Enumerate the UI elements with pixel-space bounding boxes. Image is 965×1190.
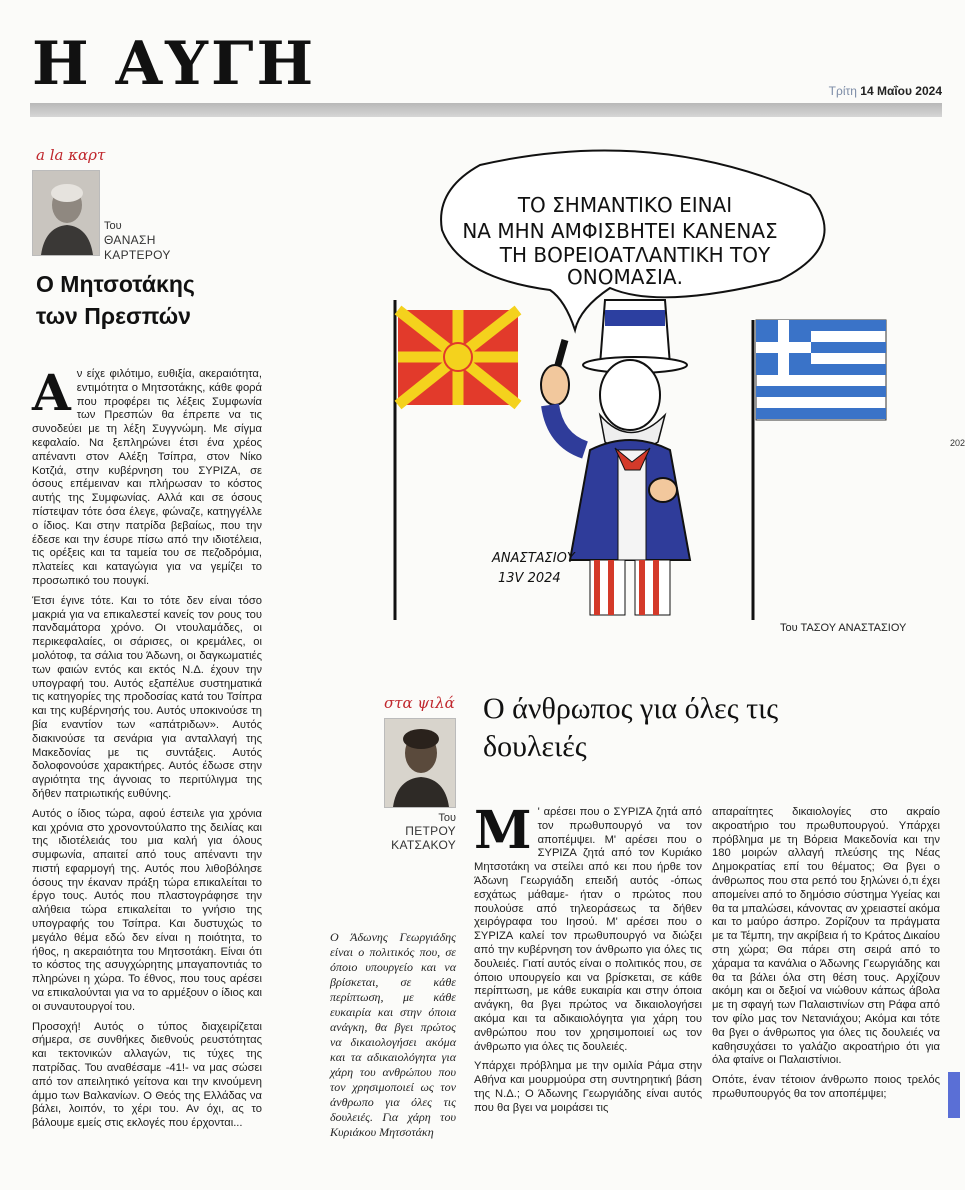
date-full: 14 Μαΐου 2024 [860,84,942,98]
headline-line-1: Ο Μητσοτάκης [36,271,195,297]
article1-paragraph: Προσοχή! Αυτός ο τύπος διαχειρίζεται σήμερα, σε συνθήκες διεθνούς ρευστότητας και τεκτονικών αλλαγών, τις τύχες της πατρίδας. Του αναθέσαμε -41!- να μας σώσει από τον απειλητικό γείτονα και την κινούμενη άμμο των Βαλκανίων. Ο Θεός της Ελλάδας να βάλει, λοιπόν, το χέρι του. Αν όχι, ας το βάλουμε εμείς στις εκλογές που έρχονται... [32,1020,262,1130]
page-marker: 202 [950,438,965,448]
headline-line-2: των Πρεσπών [36,303,191,329]
issue-date [829,84,942,98]
article2-dropcap: Μ [474,800,532,861]
cartoon-credit: Του ΤΑΣΟΥ ΑΝΑΣΤΑΣΙΟΥ [780,622,907,634]
author-portrait-image [33,171,99,255]
masthead: Η ΑΥΓΗ [32,29,317,99]
speech-line: ΤΗ ΒΟΡΕΙΟΑΤΛΑΝΤΙΚΗ ΤΟΥ [499,243,771,267]
article1-headline [36,268,195,332]
author-photo [32,170,100,256]
article2-paragraph: Οπότε, έναν τέτοιον άνθρωπο ποιος τρελός πρωθυπουργός θα τον αποπέμψει; [712,1074,940,1100]
speech-line: ΟΝΟΜΑΣΙΑ. [567,265,683,289]
article2-paragraph: Υπάρχει πρόβλημα με την ομιλία Ράμα στην Αθήνα και μουρμούρα στη συντηρητική βάση της Ν.Δ.; Ο Άδωνης Γεωργιάδης είναι αυτός που θα βγει να μοιράσει τις [474,1060,702,1114]
column-kicker: a la καρτ [36,146,106,164]
pull-quote: Ο Άδωνης Γεωργιάδης είναι ο πολιτικός που, σε όποιο υπουργείο και να βρίσκεται, σε κάθε περίπτωση, με κάθε ευκαιρία και στην όποια ανάγκη, θα βγει πρώτος να δικαιολογήσει ακόμα και τα αδικαιολόγητα για χάρη του ανθρώπου που τον χρησιμοποιεί ως τον άνθρωπο για όλες τις δουλειές. Για χάρη του Κυριάκου Μητσοτάκη [330,930,456,1139]
uncle-sam-figure [541,300,690,615]
article1-dropcap: Α [32,363,71,422]
speech-line: ΤΟ ΣΗΜΑΝΤΙΚΟ ΕΙΝΑΙ [517,193,733,217]
byline-firstname: ΘΑΝΑΣΗ [104,233,156,248]
article1-paragraph: ν είχε φιλότιμο, ευθιξία, ακεραιότητα, εντιμότητα ο Μητσοτάκης, κάθε φορά που προφέρει τις λέξεις Συμφωνία των Πρεσπών θα έπρεπε να τις συνοδεύει με τη λέξη Συγγνώμη. Με σίγμα κεφαλαίο. Να ξεπληρώνει έτσι ένα χρέος απέναντι στον Αλέξη Τσίπρα, στον Νίκο Κοτζιά, στην κυβέρνηση του ΣΥΡΙΖΑ, σε όσους επέμειναν και πλήρωσαν το κόστος αυτής της Συμφωνίας. Αλλά και σε όσους πίστεψαν τότε όσα έλεγε, φώναζε, κατηγγέλλε ο ίδιος. Και στην πατρίδα βεβαίως, που την έδεσε και την έσυρε πίσω από την ιδιοτέλεια, τις ορέξεις και τα ταμεία του σε πεζοδρόμια, πλατείες και καταγώγια για να γεμίζει το προσωπικό του πουγκί. [32,368,262,587]
byline-firstname: ΠΕΤΡΟΥ [405,824,456,838]
article2-paragraph: ' αρέσει που ο ΣΥΡΙΖΑ ζητά από τον πρωθυπουργό να τον αποπέμψει. Μ' αρέσει που ο ΣΥΡΙΖΑ ζητά από τον Κυριάκο Μητσοτάκη να στείλει από κει που ήρθε τον Άδωνη Γεωργιάδη επειδή αυτός -όπως εσχάτως μάθαμε- ήταν ο πρώτος που πουλούσε από τηλεοράσεως τα δήθεν χειρόγραφα του Ιησού. Μ' αρέσει που ο ΣΥΡΙΖΑ καλεί τον πρωθυπουργό να διώξει από την κυβέρνηση τον άνθρωπο για όλες τις δουλειές. Γιατί αυτός είναι ο πολιτικός που, σε όποιο υπουργείο και να βρίσκεται, σε κάθε περίπτωση, με κάθε ευκαιρία και στην όποια ανάγκη, θα βγει πρώτος να δικαιολογήσει ακόμα και τα αδικαιολόγητα για χάρη του ανθρώπου που τον χρησιμοποιεί ως τον άνθρωπο για όλες τις δουλειές. [474,806,702,1053]
editorial-cartoon [380,150,945,620]
article2-paragraph: απαραίτητες δικαιολογίες στο ακραίο ακροατήριο του πρωθυπουργού. Υπάρχει πρόβλημα με τη Βόρεια Μακεδονία και την 180 μοιρών αλλαγή πλεύσης της Νέας Δημοκρατίας επί του θέματος; Θα βγει ο άνθρωπος που στα ρεπό του ξηλώνει ό,τι έχει απομείνει από το δημόσιο σύστημα Υγείας και θα τα μπαλώσει, κάνοντας αν χρειαστεί ακόμα και το μαύρο άσπρο. Ζορίζουν τα πράγματα με τα Τέμπη, την ακρίβεια ή το Κράτος Δικαίου στη χώρα; Θα πάρει στη σειρά από το χάραμα τα κανάλια ο Άδωνης Γεωργιάδης και θα τα βάλει όλα στη θέση τους. Αρχίζουν ακόμη και οι δεξιοί να νιώθουν κάπως άβολα με τη σφαγή των Παλαιστινίων στη Ράφα από τον φίλο μας τον Νετανιάχου; Ακόμα και τότε θα βγει ο άνθρωπος για όλες τις δουλειές να καθησυχάσει το γαλάζιο ακροατήριο ότι για όλα φταίνε οι Παλαιστίνιοι. [712,806,940,1067]
masthead-rule [30,103,942,117]
byline-prefix: Του [104,220,122,232]
article2-byline-name [380,824,456,853]
byline-surname: ΚΑΡΤΕΡΟΥ [104,247,171,262]
byline-prefix: Του [438,812,456,824]
cartoon-date: 13V 2024 [498,571,561,586]
author-portrait-image [385,719,455,807]
article1-byline [104,220,171,262]
cartoon-illustration [380,150,945,620]
article1-paragraph: Αυτός ο ίδιος τώρα, αφού έστειλε για χρόνια και χρόνια στο χρονοντούλαπο της δειλίας και της ιδιοτέλειάς του μια καλή για όλους συμφωνία, απαιτεί από τους απέναντι την πιστή εφαρμογή της. Αυτός που λιθοβόλησε όσους την έκαναν πράξη τώρα επικαλείται το έργο τους. Αυτός που πλαστογράφησε την αλήθεια τώρα επικαλείται το γνήσιο της υπογραφής του Τσίπρα. Και δυστυχώς το μεγάλο θέμα εδώ δεν είναι η ποιότητα, το ήθος, η ακεραιότητα του Μητσοτάκη. Είναι ότι το κόστος της ασυγχώρητης μπαγαποντιάς το πληρώνει η χώρα. Το έθνος, που τους αρέσει να επικαλούνται για να το αρμέξουν ο ίδιος και οι συναυτουργοί του. [32,807,262,1013]
cartoonist-signature: ΑΝΑΣΤΑΣΙΟΥ [492,551,575,566]
greek-flag [756,320,886,420]
byline-surname: ΚΑΤΣΑΚΟΥ [391,838,456,853]
date-weekday: Τρίτη [828,84,857,98]
page-edge-tab [948,1072,960,1118]
speech-line: ΝΑ ΜΗΝ ΑΜΦΙΣΒΗΤΕΙ ΚΑΝΕΝΑΣ [462,219,778,243]
article1-body [32,363,262,1188]
column-kicker: στα ψιλά [384,694,455,712]
north-macedonia-flag [398,310,518,405]
article2-headline: Ο άνθρωπος για όλες τις δουλειές [483,692,779,763]
author-photo [384,718,456,808]
article1-paragraph: Έτσι έγινε τότε. Και το τότε δεν είναι τόσο μακριά για να επικαλεστεί κανείς τον ρους του πανδαμάτορα χρόνο. Οι ντουλαμάδες, οι περικεφαλαίες, οι σάρισες, οι κρεμάλες, οι μολότοφ, τα σάλια του Άδωνη, οι δαγκωματιές των φαιών εντός και εκτός Ν.Δ. έχουν την υπογραφή του. Αυτός εξαπέλυε συστηματικά τις κατηγορίες της προδοσίας κατά του Τσίπρα και της κυβέρνησής του. Αυτός υποκινούσε τη βία εναντίον των «απάτριδων». Αυτός διακινούσε τα σενάρια για ανταλλαγή της Μακεδονίας με τις συντάξεις. Αυτός δολοφονούσε χαρακτήρες. Αυτός έδωσε στην αγριότητα της άγνοιας το περιτύλιγμα της δήθεν πατριωτικής ευθύνης. [32,594,262,800]
article2-column-2 [712,806,940,1176]
article2-column-1 [474,800,702,1176]
